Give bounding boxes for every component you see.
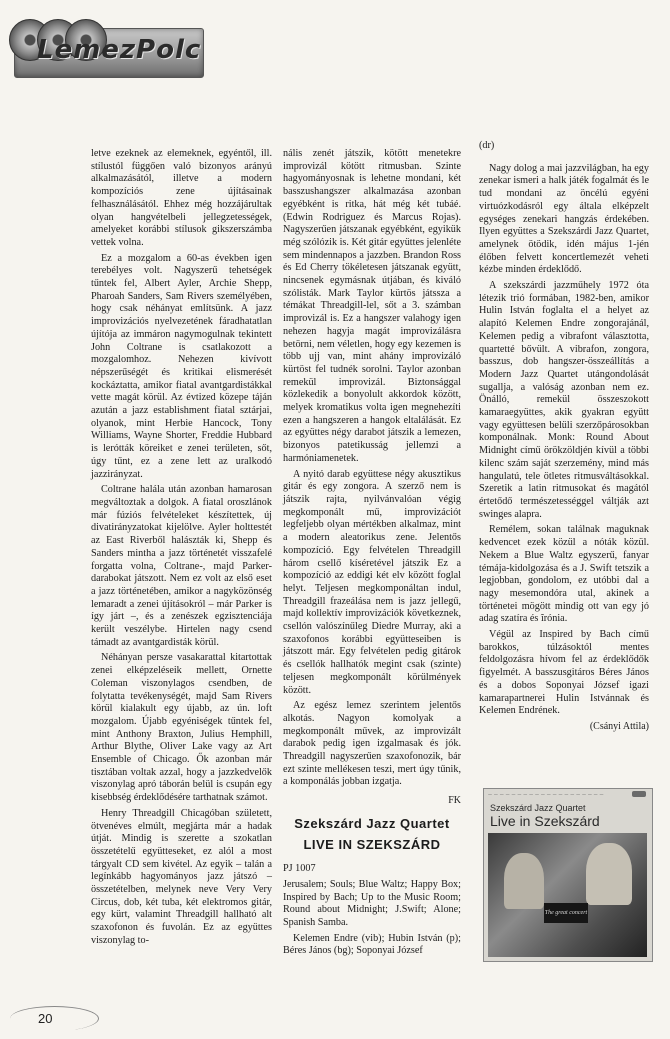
paragraph: letve ezeknek az elemeknek, egyéntől, ill. stílustól függően való bizonyos arányú alkalmazásától, illetve a modern kompozíciós zene újításainak felhasználásától. Ehhez még hozzájárultak olyan hangvételbeli jellegzetességek, amelyeket korábbi stílusok gikszerszámba vettek volna. xyxy=(91,148,272,248)
paragraph: Az egész lemez szerintem jelentős alkotás. Nagyon komolyak a megkomponált művek, az improvizált darabok pedig igen izgalmasak és jók. Threadgill nagyszerűen szaxofonozik, bár ezt szinte mellékesen teszi, mert úgy tűnik, a komponálás jobban izgatja. xyxy=(283,700,461,788)
cover-band: Szekszárd Jazz Quartet xyxy=(490,803,586,813)
album-personnel: Kelemen Endre (vib); Hubin István (p); Béres János (bg); Soponyai József xyxy=(283,932,461,957)
album-band: Szekszárd Jazz Quartet xyxy=(294,815,450,831)
paragraph: Remélem, sokan találnak maguknak kedvencet ezek közül a nóták közül. Nekem a Blue Waltz egyszerű, fanyar témája-kidolgozása és a J. Swift tetszik a legjobban, gondolom, ez utóbbi dal a nagy mesemondóra utal, akinek a történetei mögött mindig ott van egy jó adag szatíra és ĩrónia. xyxy=(479,524,649,625)
review-signature: (Csányi Attila) xyxy=(589,720,649,732)
label-logo-icon xyxy=(632,791,646,797)
paragraph: Ez a mozgalom a 60-as években igen terebélyes volt. Nagyszerű tehetségek tűntek fel, Albert Ayler, Archie Shepp, Pharoah Sanders, Sam Rivers személyében, hogy csak néhányat említsünk. A jazz improvizációs nyelvezetének fáradhatatlan újítója az immáron nagymogulnak tekintett John Coltrane is csatlakozott a mozgalomhoz. Nehezen kivívott népszerűségét és kritikai elismerését kockáztatta, amikor fiatal avantgardistákkal vette magát körül. Az évtized közepe táján azután a jazz establishment fiatal sztárjai, olyanok, mint Herbie Hancock, Tony Williams, Wayne Shorter, Freddie Hubbard is lerótták köreiket e zenei területen, sőt, úgy tűnt, ez a zene lett az uralkodó jazzirányzat. xyxy=(91,252,272,480)
paragraph: A szekszárdi jazzműhely 1972 óta létezik trió formában, 1982-ben, amikor Hulin István foglalta el a helyet az alapító Kelemen Endre zongorajánál, Kelemen pedig a vibrafont választotta, quartetté bővült. A vibrafon, zongora, basszus, dob hangszer-összeállítás a Modern Jazz Quartet utángondolását sugallja, a valóság azonban nem ez. Önálló, remekül összeszokott kamaraegyüttes, akik gyakran együtt vagy együttesen belüli szerzőpárosokban komponálnak. Monk: Round About Midnight című örökzöldjén kívül a többi kilenc szám saját szerzemény, mind más hangulatú, tele ötletes ritmusváltásokkal. Szeretik a latin ritmusokat és magától értetődő természetességgel váltják azt swinges alapra. xyxy=(479,280,649,520)
article-column-1 xyxy=(91,148,272,951)
album-title: LIVE IN SZEKSZÁRD xyxy=(303,836,441,852)
musician-figure xyxy=(586,843,632,905)
paragraph: Néhányan persze vasakarattal kitartottak zenei elképzeléseik mellett, Ornette Coleman viszonylagos csendben, de folytatta tevékenységét, majd Sam Rivers körül kialakult egy újabb, az ún. loft mozgalom. Újabb egyéniségek tűntek fel, mint Anthony Braxton, Julius Hemphill, Arthur Blythe, Oliver Lake vagy az Art Ensemble of Chicago. Ők azonban már tisztában voltak azzal, hogy a jazzkedvelők viszonylag apró táborán belül is csupán egy kisebbség érdeklődésére tarthatnak számot. xyxy=(91,652,272,804)
cover-top-text-decor: — — — — — — — — — — — — — — — — — — — — xyxy=(488,792,604,797)
paragraph: A nyitó darab együttese négy akusztikus gitár és egy zongora. A szerző nem is játszik rajta, nyilvánvalóan végig megkomponált mű, improvizációt legfeljebb olyan mértékben alkalmaz, mint a modern aleatorikus zene. Jelentős kompozíció. Egy felvételen Threadgill három csellő kíséretével játszik Ez a kompozíció az eddigi két elv között foglal helyt. Teljesen megkomponáltan indul, Threadgill frazeálása nem is jazz jellegű, majd kollektív improvizációk következnek, csellón valószínűleg Diedre Murray, aki a szaxofonos korábbi együtteseiben is játszott már. Egy felvételen pedig gitárok és csellók hallhatók megint csak (szinte) teljesen megkomponált körülmények között. xyxy=(283,468,461,696)
article-column-3 xyxy=(479,140,649,737)
cover-photo xyxy=(488,833,647,957)
paragraph: Henry Threadgill Chicagóban született, ötvenéves elmúlt, megjárta már a hadak útját. Mindig is szerette a szokatlan összetételű együtteseket, ez alól a most tárgyalt CD sem kivétel. Az egyik – talán a legínkább hagyományos jazz játszó – összetételben, melynek neve Very Very Circus, dob, két tuba, két elektromos gitár, egy kürt, valamint Threadgill hallható alt szaxofonon és fuvolán. Ez az együttes viszonylag to- xyxy=(91,807,272,946)
album-tracklist: Jerusalem; Souls; Blue Waltz; Happy Box; Inspired by Bach; Up to the Music Room; Round about Midnight; J.Swift; Alone; Spanish Samba. xyxy=(283,878,461,929)
section-masthead xyxy=(14,28,204,78)
article-column-2 xyxy=(283,148,461,961)
page-number: 20 xyxy=(38,1011,53,1026)
paragraph: Végül az Inspired by Bach című barokkos, túlzásoktól mentes feldolgozásra hívom fel az érdeklődők figyelmét. A basszusgitáros Béres János és a dobos Soponyai József igazi kamarapartnerei Hulin Istvánnak és Kelemen Endrének. xyxy=(479,629,649,717)
review-signature: FK xyxy=(448,795,461,807)
personnel-continued: (dr) xyxy=(479,140,495,151)
musician-figure xyxy=(504,853,544,909)
cover-title: Live in Szekszárd xyxy=(490,813,600,829)
section-title: LemezPolc xyxy=(37,35,202,65)
paragraph: Nagy dolog a mai jazzvilágban, ha egy zenekar ismeri a halk játék fogalmát és le tud mondani az öncélú egyéni virtuózkodásról egy általa elképzelt egységes zenekari hangzás érdekében. Ilyen együttes a Szekszárdi Jazz Quartet, amelynek ötödik, idén május 1-jén élőben felvett koncertlemezét veheti kézbe minden érdeklődő. xyxy=(479,162,649,276)
paragraph: Coltrane halála után azonban hamarosan megváltoztak a dolgok. A fiatal oroszlánok már fúziós felvételeket készítettek, új divatirányzatokat kijelölve. Ayler holttestét az East Riverből halászták ki, Shepp és Sanders mintha a jazz történetét visszafelé forgatta volna, Coltrane-, majd Parker-darabokat játszott. Nem ez volt az első eset a jazz történetében, amikor a nagyközönség lemaradt a zenei újításokról – már Parker is így járt –, és a zenészek egzisztenciája került veszélybe. Hirtelen nagy csend támadt az avantgardisták körül. xyxy=(91,484,272,648)
cover-sign: The great concert xyxy=(544,903,588,923)
paragraph: nális zenét játszik, kötött menetekre improvizál kötött ritmusban. Szinte hagyományosnak is lehetne mondani, két basszushangszer alkalmazása azonban egyébként is ritka, hát még két tubáé. (Edwin Rodriguez és Marcus Rojas). Nagyszerűen játszanak egyébként, egyikük még szólózik is. Két gitár együttes jelenléte sem mindennapos a jazzben. Brandon Ross és Ed Cherry tökéletesen játszanak együtt, nincsenek egymásnak útjában, és kiváló szólisták. Mark Taylor kürtös játssza a témákat Threadgill-lel, sőt a 3. számban improvizál is. Ez a hangszer valahogy igen nehezen hagyja magát improvizálásra betörni, nem véletlen, hogy egy kezemen is több ujj van, mint ahány improvizáló kürtöst fel tudnék sorolni. Taylor azonban remekül improvizál. Biztonsággal közlekedik a bonyolult akkordok között, melyek kromatikus volta igen megnehezíti ezen a hangszeren a hangok eltalálását. Ez az együttes négy darabot játszik a lemezen, bizonyos patetikusság jellemzi a harmóniamenetek. xyxy=(283,148,461,464)
album-cover-image xyxy=(483,788,653,962)
page-number-ornament xyxy=(10,1006,99,1031)
album-catalog: PJ 1007 xyxy=(283,863,316,875)
